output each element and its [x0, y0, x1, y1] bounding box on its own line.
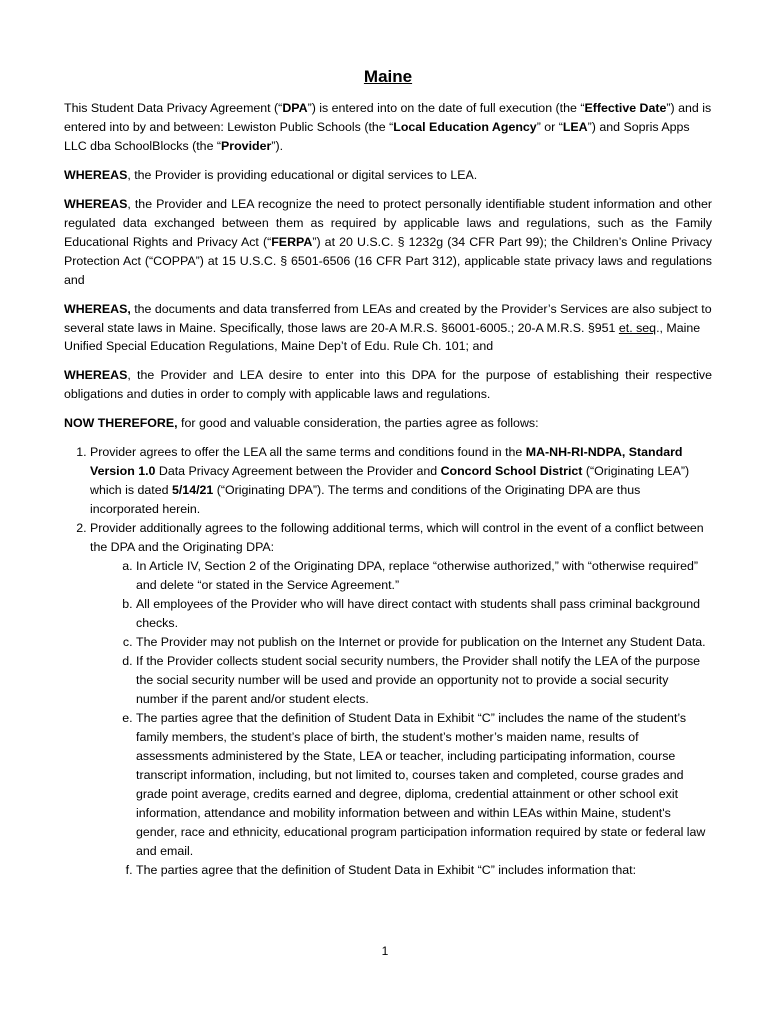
intro-paragraph: This Student Data Privacy Agreement (“DPA”) is entered into on the date of full execution (the “Effective Date”) and is entered into by and between: Lewiston Public Schools (the “Local Education Agency” or “LEA”) and Sopris Apps LLC dba SchoolBlocks (the “Provider”). [64, 101, 712, 153]
list-item: 1. Provider agrees to offer the LEA all the same terms and conditions found in the MA-NH-RI-NDPA, Standard Version 1.0 Data Privacy Agreement between the Provider and Concord School District (“Originating LEA”) which is dated 5/14/21 (“Originating DPA”). The terms and conditions of the Originating DPA are thus incorporated herein. [90, 443, 712, 519]
sub-terms-list [90, 557, 712, 880]
terms-list [64, 443, 712, 880]
sub-list-item: a. In Article IV, Section 2 of the Originating DPA, replace “otherwise authorized,” with “otherwise required” and delete “or stated in the Service Agreement.” [136, 557, 712, 595]
whereas-paragraph-3: WHEREAS, the documents and data transferred from LEAs and created by the Provider’s Services are also subject to several state laws in Maine. Specifically, those laws are 20-A M.R.S. §6001-6005.; 20-A M.R.S. §951 et. seq., Maine Unified Special Education Regulations, Maine Dep’t of Edu. Rule Ch. 101; and [64, 302, 712, 354]
whereas-paragraph-2: WHEREAS, the Provider and LEA recognize the need to protect personally identifiable student information and other regulated data exchanged between them as required by applicable laws and regulations, such as the Family Educational Rights and Privacy Act (“FERPA”) at 20 U.S.C. § 1232g (34 CFR Part 99); the Children’s Online Privacy Protection Act (“COPPA”) at 15 U.S.C. § 6501-6506 (16 CFR Part 312), applicable state privacy laws and regulations and [64, 197, 713, 287]
page-number: 1 [381, 944, 389, 958]
sub-list-item: e. The parties agree that the definition of Student Data in Exhibit “C” includes the name of the student’s family members, the student’s place of birth, the student’s mother’s maiden name, results of assessments administered by the State, LEA or teacher, including participating information, course transcript information, including, but not limited to, courses taken and completed, course grades and grade point average, credits earned and degree, diploma, credential attainment or other school exit information, attendance and mobility information between and within LEAs within Maine, student's gender, race and ethnicity, educational program participation information required by state or federal law and email. [136, 709, 712, 861]
whereas-paragraph-1: WHEREAS, the Provider is providing educational or digital services to LEA. [64, 168, 478, 182]
list-item: 2. Provider additionally agrees to the following additional terms, which will control in the event of a conflict between the DPA and the Originating DPA: a. In Article IV, Section 2 of the Originating DPA, replace “otherwise authorized,” with “otherwise required” and delete “or stated in the Service Agreement.” b. All employees of the Provider who will have direct contact with students shall pass criminal background checks. c. The Provider may not publish on the Internet or provide for publication on the Internet any Student Data. d. If the Provider collects student social security numbers, the Provider shall notify the LEA of the purpose the social security number will be used and provide an opportunity not to provide a social security number if the parent and/or student elects. e. The parties agree that the definition of Student Data in Exhibit “C” includes the name of the student’s family members, the student’s place of birth, the student’s mother’s maiden name, results of assessments administered by the State, LEA or teacher, including participating information, course transcript information, including, but not limited to, courses taken and completed, course grades and grade point average, credits earned and degree, diploma, credential attainment or other school exit information, attendance and mobility information between and within LEAs within Maine, student's gender, race and ethnicity, educational program participation information required by state or federal law and email. f. The parties agree that the definition of Student Data in Exhibit “C” includes information that: [90, 519, 712, 880]
page-title: Maine [363, 67, 413, 86]
whereas-paragraph-4: WHEREAS, the Provider and LEA desire to enter into this DPA for the purpose of establishing their respective obligations and duties in order to comply with applicable laws and regulations. [64, 367, 712, 401]
document-page [64, 66, 712, 880]
sub-list-item: d. If the Provider collects student social security numbers, the Provider shall notify the LEA of the purpose the social security number will be used and provide an opportunity not to provide a social security number if the parent and/or student elects. [136, 652, 712, 709]
sub-list-item: f. The parties agree that the definition of Student Data in Exhibit “C” includes information that: [136, 861, 712, 880]
sub-list-item: c. The Provider may not publish on the Internet or provide for publication on the Internet any Student Data. [136, 633, 712, 652]
sub-list-item: b. All employees of the Provider who will have direct contact with students shall pass criminal background checks. [136, 595, 712, 633]
now-therefore-paragraph: NOW THEREFORE, for good and valuable consideration, the parties agree as follows: [64, 415, 539, 430]
